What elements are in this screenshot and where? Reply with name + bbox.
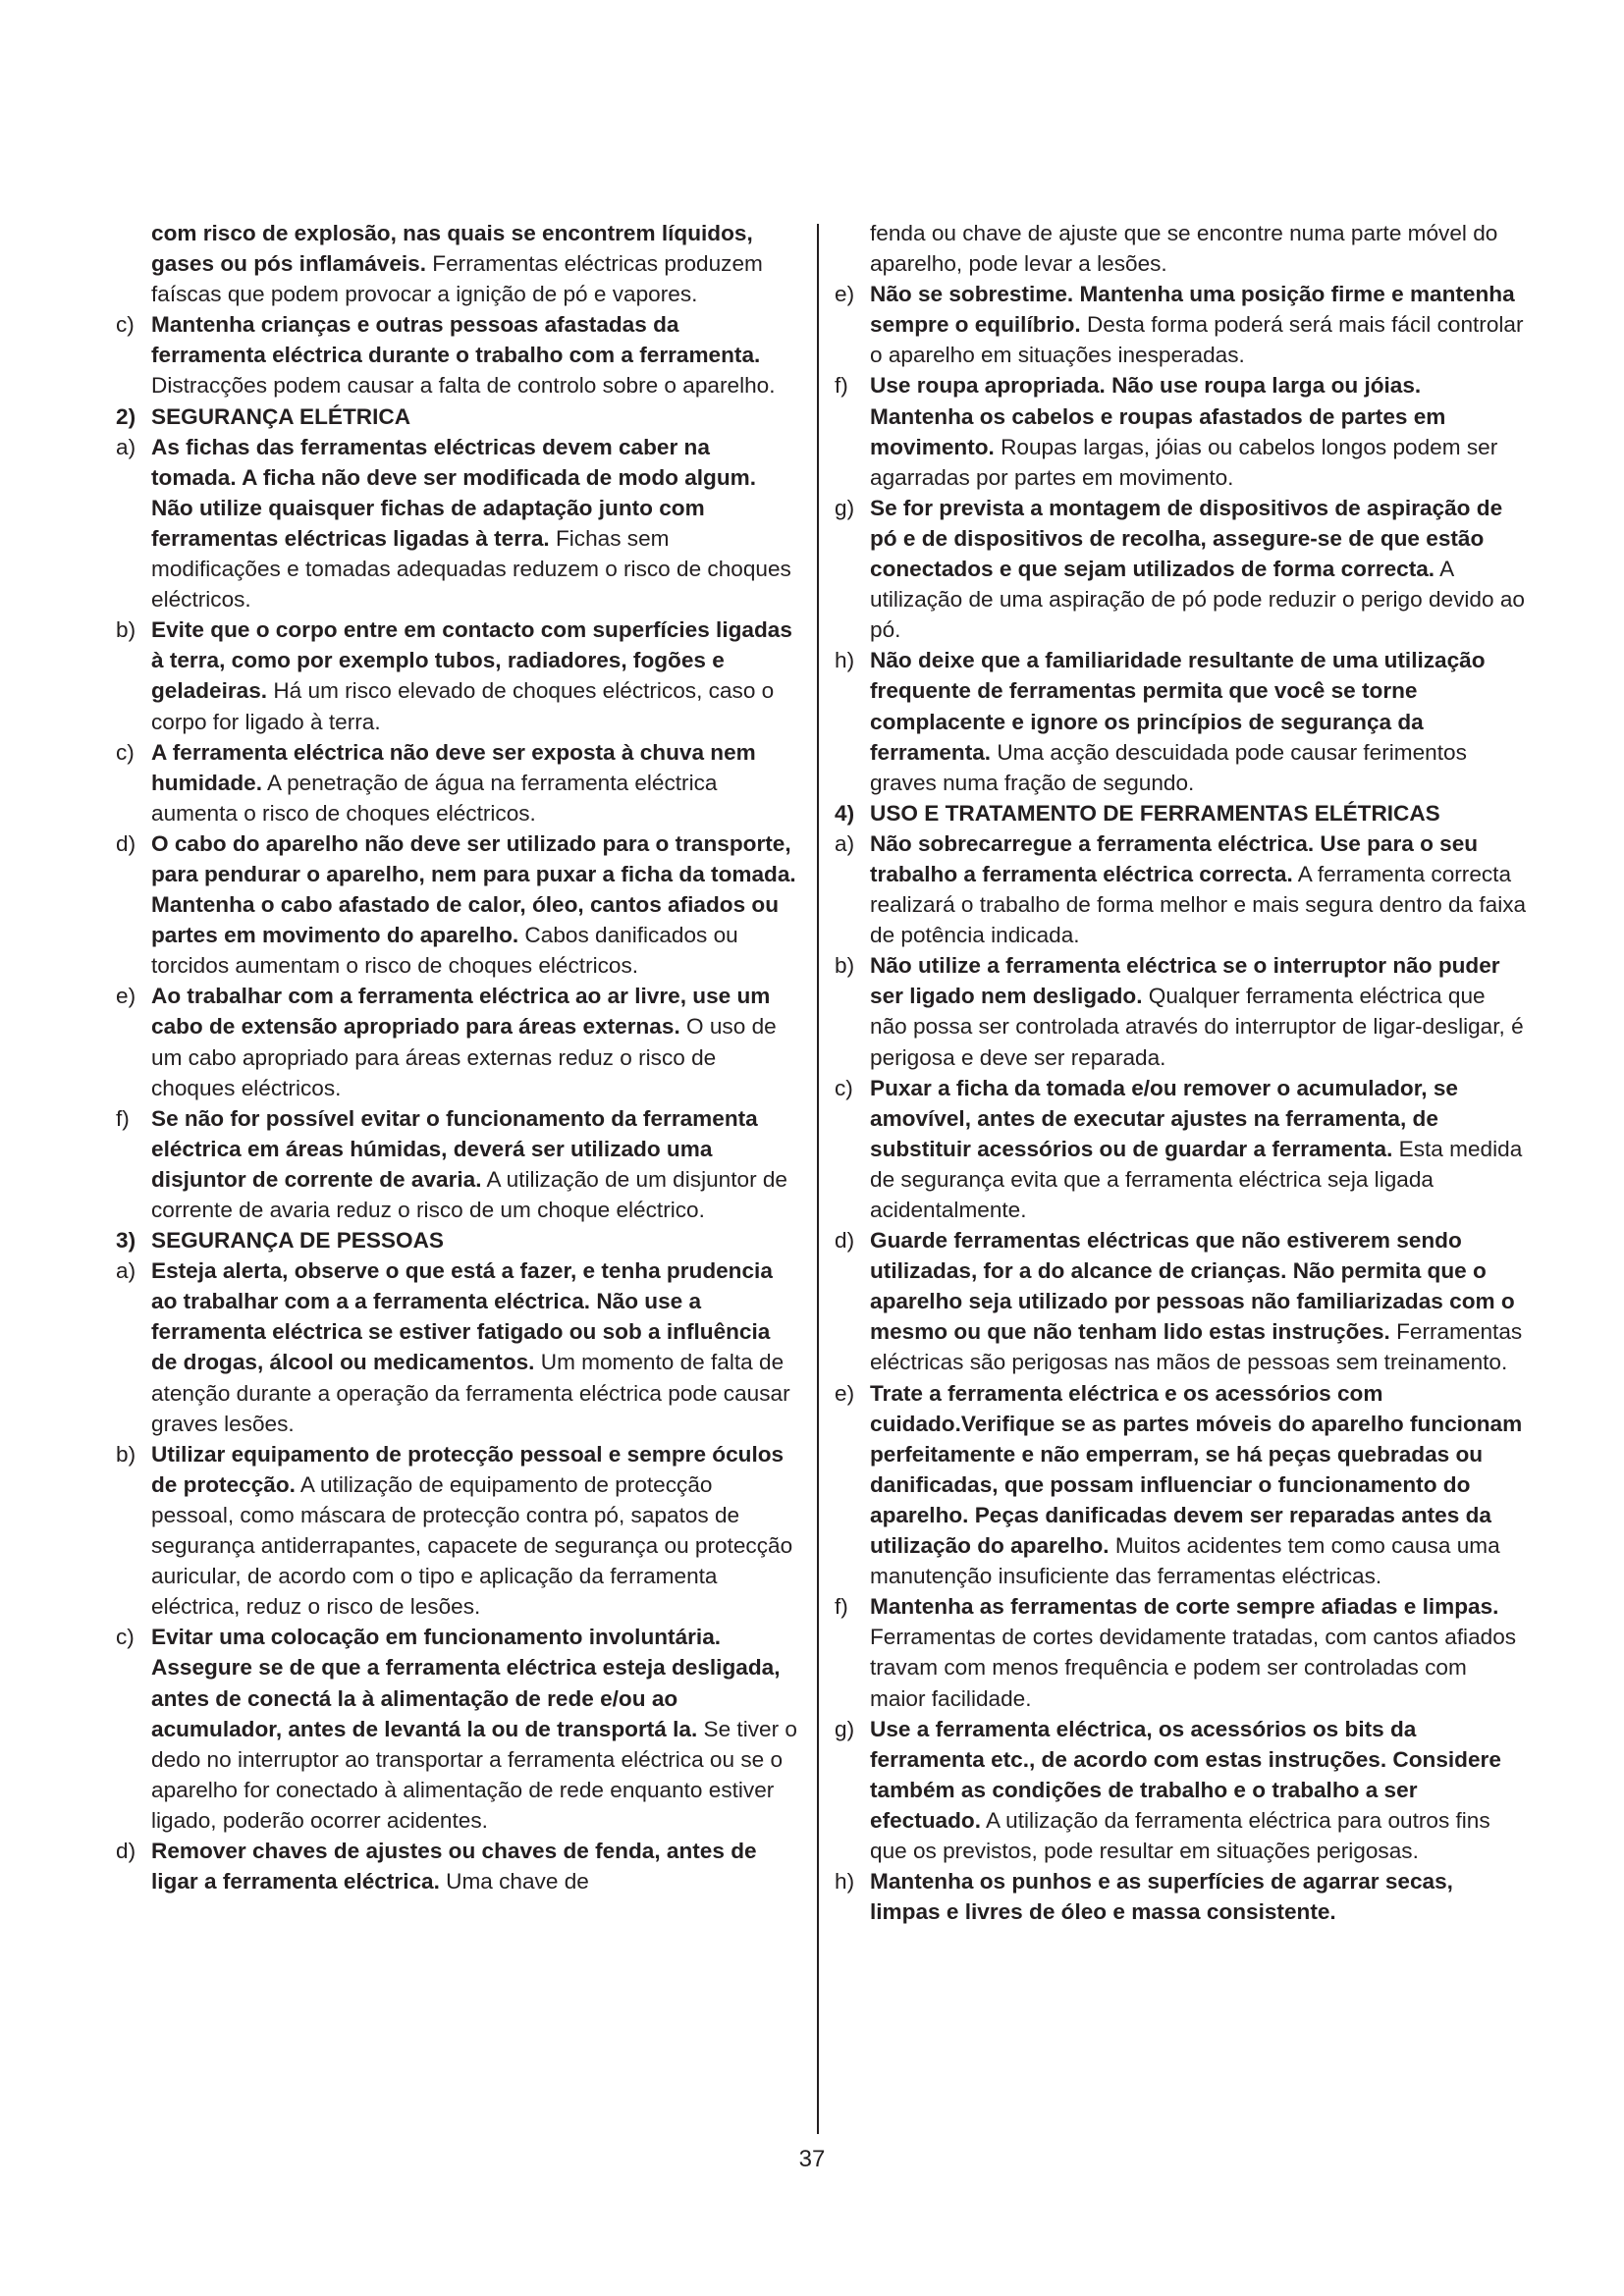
left-column <box>116 218 798 1896</box>
safety-item-2d: d) O cabo do aparelho não deve ser utilizado para o transporte, para pendurar o aparelho, nem para puxar a ficha da tomada. Mantenha o cabo afastado de calor, óleo, cantos afiados ou partes em movimento do aparelho. Cabos danificados ou torcidos aumentam o risco de choques eléctricos. <box>116 830 796 979</box>
safety-item-4f: f) Mantenha as ferramentas de corte sempre afiadas e limpas. Ferramentas de cortes devidamente tratadas, com cantos afiados travam com menos frequência e podem ser controladas com maior facilidade. <box>835 1594 1517 1711</box>
safety-item-3h: h) Não deixe que a familiaridade resultante de uma utilização frequente de ferramentas permita que você se torne complacente e ignore os princípios de segurança da ferramenta. Uma acção descuidada pode causar ferimentos graves numa fração de segundo. <box>835 648 1486 795</box>
safety-item-3b: b) Utilizar equipamento de protecção pessoal e sempre óculos de protecção. A utilização de equipamento de protecção pessoal, como máscara de protecção contra pó, sapatos de segurança antiderrapantes, capacete de segurança ou protecção auricular, de acordo com o tipo e aplicação da ferramenta eléctrica, reduz o risco de lesões. <box>116 1441 793 1620</box>
safety-item-4h: h) Mantenha os punhos e as superfícies de agarrar secas, limpas e livres de óleo e massa consistente. <box>835 1869 1453 1925</box>
safety-item-4g: g) Use a ferramenta eléctrica, os acessórios os bits da ferramenta etc., de acordo com estas instruções. Considere também as condições de trabalho e o trabalho a ser efectuado. A utilização da ferramenta eléctrica para outros fins que os previstos, pode resultar em situações perigosas. <box>835 1716 1501 1863</box>
safety-item-4d: d) Guarde ferramentas eléctricas que não estiverem sendo utilizadas, for a do alcance de crianças. Não permita que o aparelho seja utilizado por pessoas não familiarizadas com o mesmo ou que não tenham lido estas instruções. Ferramentas eléctricas são perigosas nas mãos de pessoas sem treinamento. <box>835 1228 1523 1375</box>
safety-item-2b: b) Evite que o corpo entre em contacto com superfícies ligadas à terra, como por exemplo tubos, radiadores, fogões e geladeiras. Há um risco elevado de choques eléctricos, caso o corpo for ligado à terra. <box>116 617 792 734</box>
section-heading-electrical: 2) SEGURANÇA ELÉTRICA <box>116 403 411 429</box>
safety-item-2f: f) Se não for possível evitar o funcionamento da ferramenta eléctrica em áreas húmidas, deverá ser utilizado uma disjuntor de corrente de avaria. A utilização de um disjuntor de corrente de avaria reduz o risco de um choque eléctrico. <box>116 1105 787 1222</box>
safety-item-2a: a) As fichas das ferramentas eléctricas devem caber na tomada. A ficha não deve ser modificada de modo algum. Não utilize quaisquer fichas de adaptação junto com ferramentas eléctricas ligadas à terra. Fichas sem modificações e tomadas adequadas reduzem o risco de choques eléctricos. <box>116 434 791 613</box>
safety-item-3e: e) Não se sobrestime. Mantenha uma posição firme e mantenha sempre o equilíbrio. Desta forma poderá será mais fácil controlar o aparelho em situações inesperadas. <box>835 282 1524 368</box>
safety-item-4b: b) Não utilize a ferramenta eléctrica se o interruptor não puder ser ligado nem desligado. Qualquer ferramenta eléctrica que não possa ser controlada através do interruptor de ligar-desligar, é perigosa e deve ser reparada. <box>835 953 1524 1070</box>
safety-item-1c: c) Mantenha crianças e outras pessoas afastadas da ferramenta eléctrica durante o trabalho com a ferramenta. Distracções podem causar a falta de controlo sobre o aparelho. <box>116 312 776 399</box>
safety-item-2e: e) Ao trabalhar com a ferramenta eléctrica ao ar livre, use um cabo de extensão apropriado para áreas externas. O uso de um cabo apropriado para áreas externas reduz o risco de choques eléctricos. <box>116 984 777 1100</box>
page-number: 37 <box>798 2146 826 2172</box>
section-heading-personal: 3) SEGURANÇA DE PESSOAS <box>116 1228 444 1254</box>
safety-item-3d: d) Remover chaves de ajustes ou chaves de fenda, antes de ligar a ferramenta eléctrica. Uma chave de <box>116 1838 757 1895</box>
safety-item-4c: c) Puxar a ficha da tomada e/ou remover o acumulador, se amovível, antes de executar ajustes na ferramenta, de substituir acessórios ou de guardar a ferramenta. Esta medida de segurança evita que a ferramenta eléctrica seja ligada acidentalmente. <box>835 1075 1523 1222</box>
section-heading-tool-use: 4) USO E TRATAMENTO DE FERRAMENTAS ELÉTRICAS <box>835 800 1440 826</box>
continued-paragraph: com risco de explosão, nas quais se encontrem líquidos, gases ou pós inflamáveis. Ferramentas eléctricas produzem faíscas que podem provocar a ignição de pó e vapores. <box>151 221 763 307</box>
column-divider <box>817 224 819 2134</box>
continued-paragraph: fenda ou chave de ajuste que se encontre numa parte móvel do aparelho, pode levar a lesões. <box>870 221 1498 277</box>
safety-item-3c: c) Evitar uma colocação em funcionamento involuntária. Assegure se de que a ferramenta eléctrica esteja desligada, antes de conectá la à alimentação de rede e/ou ao acumulador, antes de levantá la ou de transportá la. Se tiver o dedo no interruptor ao transportar a ferramenta eléctrica ou se o aparelho for conectado à alimentação de rede enquanto estiver ligado, poderão ocorrer acidentes. <box>116 1625 797 1833</box>
safety-item-2c: c) A ferramenta eléctrica não deve ser exposta à chuva nem humidade. A penetração de água na ferramenta eléctrica aumenta o risco de choques eléctricos. <box>116 739 756 826</box>
safety-item-3g: g) Se for prevista a montagem de dispositivos de aspiração de pó e de dispositivos de recolha, assegure-se de que estão conectados e que sejam utilizados de forma correcta. A utilização de uma aspiração de pó pode reduzir o perigo devido ao pó. <box>835 495 1525 643</box>
safety-item-3a: a) Esteja alerta, observe o que está a fazer, e tenha prudencia ao trabalhar com a a ferramenta eléctrica. Não use a ferramenta eléctrica se estiver fatigado ou sob a influência de drogas, álcool ou medicamentos. Um momento de falta de atenção durante a operação da ferramenta eléctrica pode causar graves lesões. <box>116 1258 790 1436</box>
safety-item-3f: f) Use roupa apropriada. Não use roupa larga ou jóias. Mantenha os cabelos e roupas afastados de partes em movimento. Roupas largas, jóias ou cabelos longos podem ser agarradas por partes em movimento. <box>835 373 1498 490</box>
safety-item-4e: e) Trate a ferramenta eléctrica e os acessórios com cuidado.Verifique se as partes móveis do aparelho funcionam perfeitamente e não emperram, se há peças quebradas ou danificadas, que possam influenciar o funcionamento do aparelho. Peças danificadas devem ser reparadas antes da utilização do aparelho. Muitos acidentes tem como causa uma manutenção insuficiente das ferramentas eléctricas. <box>835 1380 1523 1589</box>
safety-item-4a: a) Não sobrecarregue a ferramenta eléctrica. Use para o seu trabalho a ferramenta eléctrica correcta. A ferramenta correcta realizará o trabalho de forma melhor e mais segura dentro da faixa de potência indicada. <box>835 830 1527 948</box>
right-column <box>835 218 1527 1927</box>
